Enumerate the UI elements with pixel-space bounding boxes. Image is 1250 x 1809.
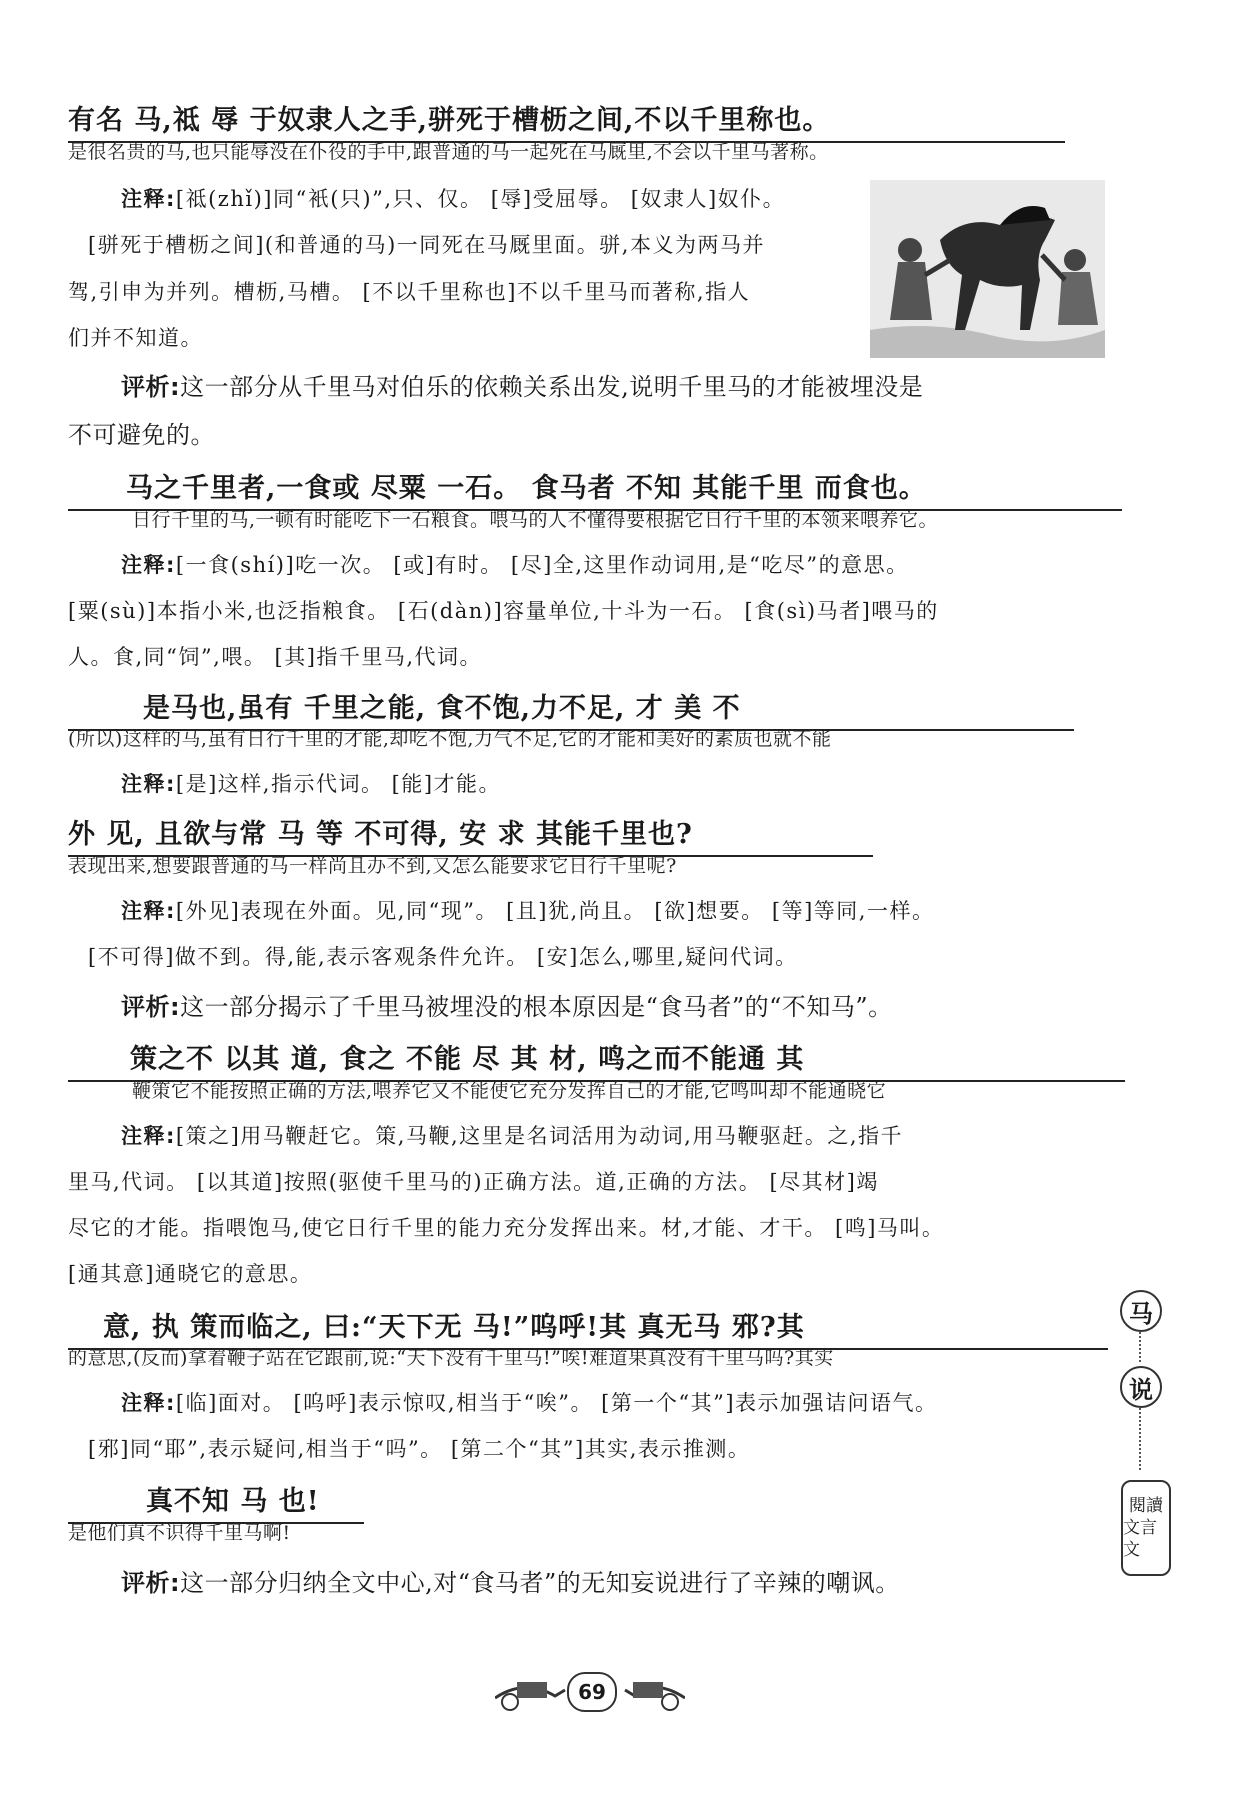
original-text-line-7: 真不知 马 也!: [68, 1479, 364, 1524]
translation-line-3: (所以)这样的马,虽有日行千里的才能,却吃不饱,力气不足,它的才能和美好的素质也就不能: [68, 728, 832, 750]
note-line: [邪]同“耶”,表示疑问,相当于“吗”。 [第二个“其”]其实,表示推测。: [88, 1437, 751, 1461]
horse-illustration: [870, 180, 1105, 358]
note-line: 注释:[临]面对。 [呜呼]表示惊叹,相当于“唉”。 [第一个“其”]表示加强诘问语气。: [121, 1391, 938, 1415]
note-line: 尽它的才能。指喂饱马,使它日行千里的能力充分发挥出来。材,才能、才干。 [鸣]马叫。: [68, 1216, 945, 1240]
analysis-line: 评析:这一部分揭示了千里马被埋没的根本原因是“食马者”的“不知马”。: [121, 993, 893, 1021]
side-title-char-1: 马: [1120, 1290, 1162, 1332]
translation-line-6: 的意思,(反而)拿着鞭子站在它跟前,说:“天下没有千里马!”唉!难道果真没有千里马吗?其实: [68, 1347, 834, 1369]
note-line: 注释:[策之]用马鞭赶它。策,马鞭,这里是名词活用为动词,用马鞭驱赶。之,指千: [121, 1124, 903, 1148]
analysis-line: 评析:这一部分归纳全文中心,对“食马者”的无知妄说进行了辛辣的嘲讽。: [121, 1569, 900, 1597]
original-text-line-2: 马之千里者,一食或 尽粟 一石。 食马者 不知 其能千里 而食也。: [68, 466, 1122, 511]
original-text-line-6: 意, 执 策而临之, 曰:“天下无 马!”呜呼!其 真无马 邪?其: [68, 1305, 1108, 1350]
original-text-line-1: 有名 马,祗 辱 于奴隶人之手,骈死于槽枥之间,不以千里称也。: [68, 98, 1065, 143]
side-title-char-2: 说: [1120, 1366, 1162, 1408]
note-line: 注释:[外见]表现在外面。见,同“现”。 [且]犹,尚且。 [欲]想要。 [等]等同,一样。: [121, 899, 935, 923]
note-line: [骈死于槽枥之间](和普通的马)一同死在马厩里面。骈,本义为两马并: [88, 233, 765, 257]
side-divider: [1139, 1408, 1141, 1470]
note-line: [不可得]做不到。得,能,表示客观条件允许。 [安]怎么,哪里,疑问代词。: [88, 945, 798, 969]
note-line: [粟(sù)]本指小米,也泛指粮食。 [石(dàn)]容量单位,十斗为一石。 [食(sì)马者]喂马的: [68, 599, 939, 623]
original-text-line-5: 策之不 以其 道, 食之 不能 尽 其 材, 鸣之而不能通 其: [68, 1037, 1125, 1082]
analysis-line: 评析:这一部分从千里马对伯乐的依赖关系出发,说明千里马的才能被埋没是: [121, 373, 924, 401]
note-line: 人。食,同“饲”,喂。 [其]指千里马,代词。: [68, 645, 483, 669]
page-number: 69: [567, 1672, 617, 1712]
analysis-line: 不可避免的。: [68, 421, 215, 449]
note-line: 注释:[一食(shí)]吃一次。 [或]有时。 [尽]全,这里作动词用,是“吃尽”的意思。: [121, 553, 909, 577]
original-text-line-4: 外 见, 且欲与常 马 等 不可得, 安 求 其能千里也?: [68, 812, 873, 857]
side-seal-stamp: 閱讀 文言文: [1121, 1480, 1171, 1576]
translation-line-4: 表现出来,想要跟普通的马一样尚且办不到,又怎么能要求它日行千里呢?: [68, 855, 677, 877]
original-text-line-3: 是马也,虽有 千里之能, 食不饱,力不足, 才 美 不: [68, 686, 1074, 731]
translation-line-7: 是他们真不识得千里马啊!: [68, 1522, 291, 1544]
translation-line-2: 日行千里的马,一顿有时能吃下一石粮食。喂马的人不懂得要根据它日行千里的本领来喂养它。: [132, 509, 939, 531]
note-line: [通其意]通晓它的意思。: [68, 1262, 313, 1286]
note-line: 们并不知道。: [68, 326, 203, 350]
note-line: 驾,引申为并列。槽枥,马槽。 [不以千里称也]不以千里马而著称,指人: [68, 280, 751, 304]
note-line: 注释:[是]这样,指示代词。 [能]才能。: [121, 772, 502, 796]
translation-line-1: 是很名贵的马,也只能辱没在仆役的手中,跟普通的马一起死在马厩里,不会以千里马著称。: [68, 141, 829, 163]
note-line: 里马,代词。 [以其道]按照(驱使千里马的)正确方法。道,正确的方法。 [尽其材]竭: [68, 1170, 879, 1194]
side-divider: [1139, 1332, 1141, 1362]
translation-line-5: 鞭策它不能按照正确的方法,喂养它又不能使它充分发挥自己的才能,它鸣叫却不能通晓它: [132, 1080, 887, 1102]
note-line: 注释:[祗(zhǐ)]同“衹(只)”,只、仅。 [辱]受屈辱。 [奴隶人]奴仆。: [121, 187, 786, 211]
